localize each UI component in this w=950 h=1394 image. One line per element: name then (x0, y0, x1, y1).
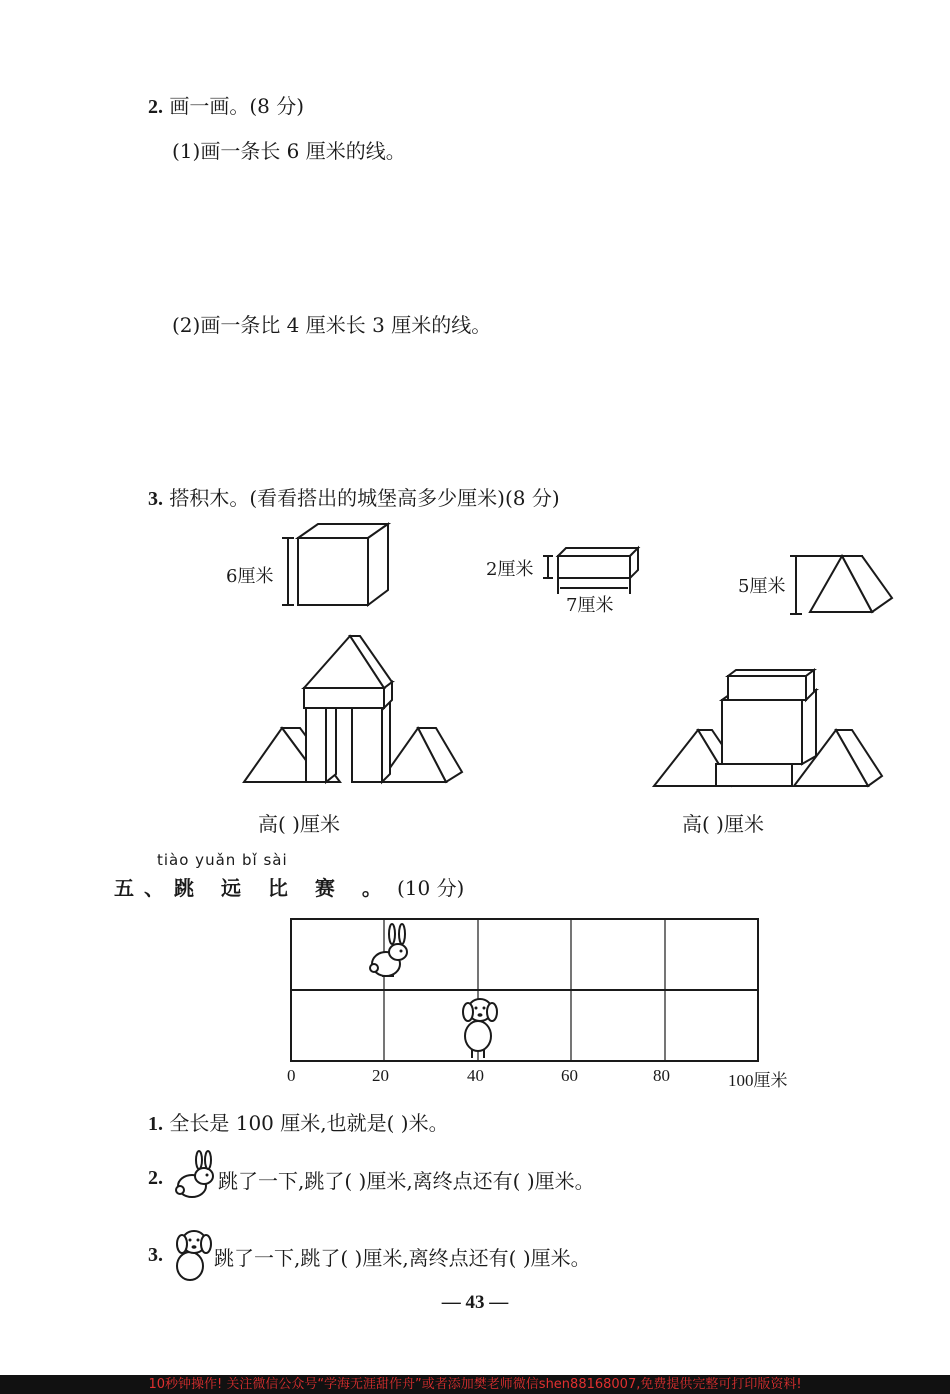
cube-figure (270, 520, 400, 610)
s5-q1 (148, 1107, 449, 1136)
dog-small-icon (168, 1226, 218, 1286)
tick-0: 0 (287, 1066, 296, 1085)
jump-grid (290, 918, 770, 1068)
q3-title (148, 482, 560, 511)
q2-part2: (2)画一条比 4 厘米长 3 厘米的线。 (172, 313, 492, 337)
castle-left-figure (240, 632, 470, 792)
q2-number: 2. (148, 96, 163, 118)
q2-title-text: 画一画。(8 分) (169, 94, 305, 118)
s5-q1-number: 1. (148, 1113, 163, 1135)
s5-q3 (148, 1242, 163, 1267)
dog-icon (463, 999, 497, 1058)
q3-title-text: 搭积木。(看看搭出的城堡高多少厘米)(8 分) (169, 486, 560, 510)
s5-q1-text: 全长是 100 厘米,也就是( )米。 (169, 1111, 449, 1135)
s5-q3-number: 3. (148, 1244, 163, 1266)
triangle-height-label: 5厘米 (738, 576, 786, 597)
tick-40: 40 (467, 1066, 484, 1085)
section5-heading (114, 872, 464, 901)
s5-q3-text: 跳了一下,跳了( )厘米,离终点还有( )厘米。 (214, 1246, 591, 1270)
block-length-label: 7厘米 (566, 595, 614, 616)
s5-q2 (148, 1165, 163, 1190)
cube-height-label: 6厘米 (226, 566, 274, 587)
triangle-block-figure (788, 552, 898, 622)
castle-right-figure (650, 664, 890, 794)
page-number: — 43 — (441, 1292, 509, 1313)
q2-part1: (1)画一条长 6 厘米的线。 (172, 139, 406, 163)
s5-q2-text: 跳了一下,跳了( )厘米,离终点还有( )厘米。 (218, 1169, 595, 1193)
tick-80: 80 (653, 1066, 670, 1085)
castle-left-answer: 高( )厘米 (258, 812, 340, 836)
q2-title (148, 90, 304, 119)
section5-title: 五、跳 远 比 赛 。 (114, 876, 392, 900)
s5-q2-number: 2. (148, 1167, 163, 1189)
q3-number: 3. (148, 488, 163, 510)
tick-20: 20 (372, 1066, 389, 1085)
tick-100: 100厘米 (728, 1071, 788, 1090)
section5-score: (10 分) (396, 876, 465, 900)
block-height-label: 2厘米 (486, 559, 534, 580)
tick-60: 60 (561, 1066, 578, 1085)
rabbit-icon (370, 924, 407, 976)
castle-right-answer: 高( )厘米 (682, 812, 764, 836)
rabbit-small-icon (170, 1150, 220, 1202)
section5-pinyin: tiào yuǎn bǐ sài (157, 851, 288, 869)
footer-banner: 10秒钟操作! 关注微信公众号“学海无涯甜作舟”或者添加樊老师微信shen88168007,免费提供完整可打印版资料! (0, 1372, 950, 1394)
